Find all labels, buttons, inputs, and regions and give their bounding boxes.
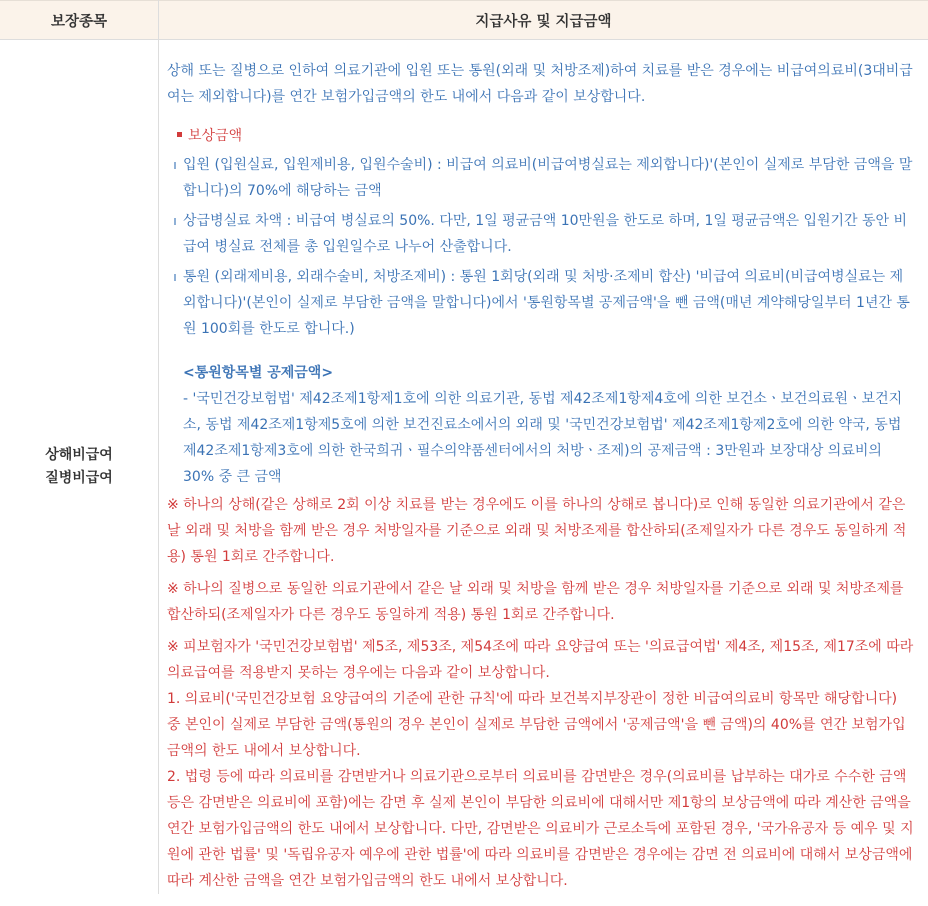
section-title-text: 보상금액 [188,128,243,144]
square-bullet-icon [177,132,182,137]
note-item: ※ 하나의 질병으로 동일한 의료기관에서 같은 날 외래 및 처방을 함께 받은 경우 처방일자를 기준으로 외래 및 처방조제를 합산하되(조제일자가 다른 경우도 동일하게 적용) 통원 1회로 간주합니다. [167,581,904,623]
numbered-item: 1. 의료비('국민건강보험 요양급여의 기준에 관한 규칙'에 따라 보건복지부장관이 정한 비급여의료비 항목만 해당합니다) 중 본인이 실제로 부담한 금액(통원의 경우 본인이 실제로 부담한 금액에서 '공제금액'을 뺀 금액)의 40%를 연간 보험가입금액의 한도 내에서 보상합니다. [167,691,906,759]
list-item [167,208,914,260]
numbered-item: 2. 법령 등에 따라 의료비를 감면받거나 의료기관으로부터 의료비를 감면받은 경우(의료비를 납부하는 대가로 수수한 금액 등은 감면받은 의료비에 포함)에는 감면 후 실제 본인이 부담한 의료비에 대해서만 제1항의 보상금액에 따라 계산한 금액을 연간 보험가입금액의 한도 내에서 보상합니다. 다만, 감면받은 의료비가 근로소득에 포함된 경우, '국가유공자 등 예우 및 지원에 관한 법률' 및 '독립유공자 예우에 관한 법률'에 따라 의료비를 감면받은 경우에는 감면 전 의료비에 대해서 보상금액에 따라 계산한 금액을 연간 보험가입금액의 한도 내에서 보상합니다. [167,769,914,889]
bullet-text: 상급병실료 차액 : 비급여 병실료의 50%. 다만, 1일 평균금액 10만원을 한도로 하며, 1일 평균금액은 입원기간 동안 비급여 병실료 전체를 총 입원일수로 나누어 산출합니다. [183,213,908,255]
payment-description-cell [159,40,928,895]
header-coverage-item: 보장종목 [0,1,159,40]
coverage-item-cell [0,40,159,895]
bullet-icon [174,274,176,281]
bullet-icon [174,162,176,169]
deduction-text: - '국민건강보험법' 제42조제1항제1호에 의한 의료기관, 동법 제42조제1항제4호에 의한 보건소ㆍ보건의료원ㆍ보건지소, 동법 제42조제1항제5호에 의한 보건진료소에서의 외래 및 '국민건강보험법' 제42조제1항제2호에 의한 약국, 동법 제42조제1항제3호에 의한 한국희귀ㆍ필수의약품센터에서의 처방ㆍ조제)의 공제금액 : 3만원과 보장대상 의료비의 30% 중 큰 금액 [183,391,903,485]
bullet-text: 통원 (외래제비용, 외래수술비, 처방조제비) : 통원 1회당(외래 및 처방·조제비 합산) '비급여 의료비(비급여병실료는 제외합니다)'(본인이 실제로 부담한 금액을 말합니다)에서 '통원항목별 공제금액'을 뺀 금액(매년 계약해당일부터 1년간 통원 100회를 한도로 합니다.) [183,269,910,337]
bullet-text: 입원 (입원실료, 입원제비용, 입원수술비) : 비급여 의료비(비급여병실료는 제외합니다)'(본인이 실제로 부담한 금액을 말합니다)의 70%에 해당하는 금액 [183,157,913,199]
section-title [177,124,914,148]
table-header-row [0,1,928,40]
note-item: ※ 피보험자가 '국민건강보험법' 제5조, 제53조, 제54조에 따라 요양급여 또는 '의료급여법' 제4조, 제15조, 제17조에 따라 의료급여를 적용받지 못하는 경우에는 다음과 같이 보상합니다. [167,639,914,681]
intro-paragraph: 상해 또는 질병으로 인하여 의료기관에 입원 또는 통원(외래 및 처방조제)하여 치료를 받은 경우에는 비급여의료비(3대비급여는 제외합니다)를 연간 보험가입금액의 한도 내에서 다음과 같이 보상합니다. [167,63,913,105]
list-item [167,264,914,342]
coverage-item-line1: 상해비급여 [45,447,113,463]
bullet-icon [174,218,176,225]
header-payment-reason: 지급사유 및 지급금액 [159,1,928,40]
deduction-title: <통원항목별 공제금액> [183,365,334,381]
note-item: ※ 하나의 상해(같은 상해로 2회 이상 치료를 받는 경우에도 이를 하나의 상해로 봅니다)로 인해 동일한 의료기관에서 같은 날 외래 및 처방을 함께 받은 경우 처방일자를 기준으로 외래 및 처방조제를 합산하되(조제일자가 다른 경우도 동일하게 적용) 통원 1회로 간주합니다. [167,497,907,565]
coverage-item-line2: 질병비급여 [45,470,113,486]
table-row [0,40,928,895]
list-item [167,152,914,204]
